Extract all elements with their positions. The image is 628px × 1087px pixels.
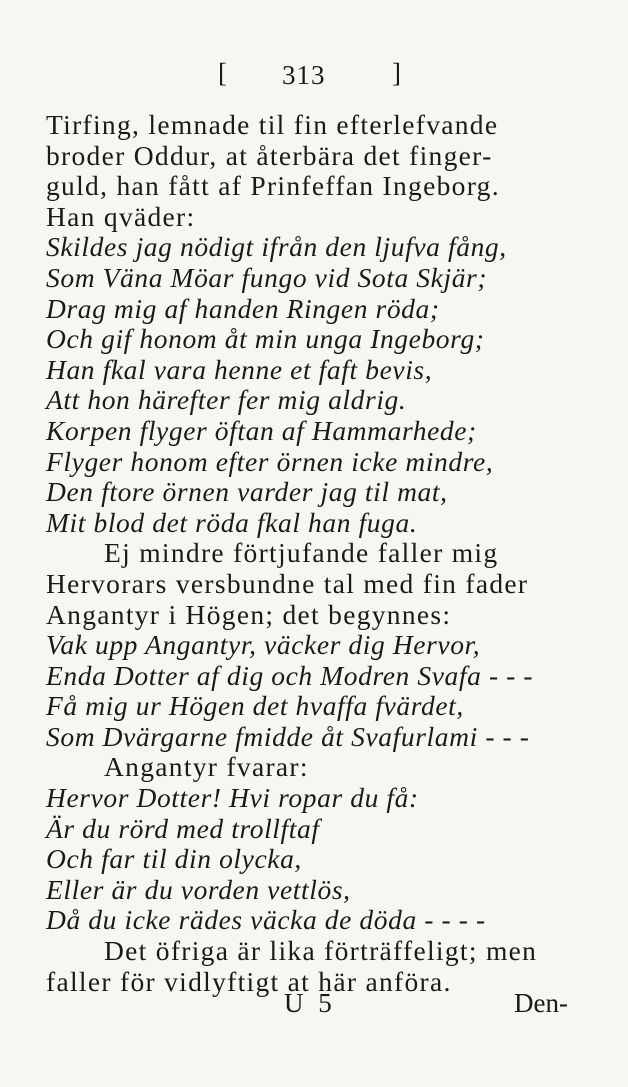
text-line: Tirfing, lemnade til fin efterlefvande	[46, 109, 499, 140]
text-line: Det öfriga är lika förträffeligt; men	[104, 935, 538, 967]
text-line: Som Väna Möar fungo vid Sota Skjär;	[46, 261, 488, 293]
text-line: Korpen flyger öftan af Hammarhede;	[46, 414, 477, 446]
signature-mark: U 5	[284, 988, 336, 1018]
text-line: Få mig ur Högen det hvaffa fvärdet,	[46, 690, 464, 722]
page-header	[0, 58, 628, 94]
text-line: Eller är du vorden vettlös,	[46, 873, 351, 905]
body-text	[46, 110, 586, 997]
text-line: broder Oddur, at återbära det finger-	[46, 139, 493, 171]
bracket-left: [	[218, 58, 227, 88]
text-line: Drag mig af handen Ringen röda;	[46, 292, 440, 324]
text-line: Han fkal vara henne et faft bevis,	[46, 353, 433, 385]
text-line: Vak upp Angantyr, väcker dig Hervor,	[46, 629, 481, 661]
text-line: Enda Dotter af dig och Modren Svafa - - -	[46, 659, 534, 691]
text-line: Ej mindre förtjufande faller mig	[104, 537, 499, 569]
text-line: Då du icke rädes väcka de döda - - - -	[46, 904, 486, 936]
text-line: Flyger honom efter örnen icke mindre,	[46, 445, 494, 477]
text-line: Angantyr fvarar:	[104, 751, 309, 783]
page-number: 313	[282, 60, 326, 90]
text-line: Skildes jag nödigt ifrån den ljufva fång,	[46, 231, 507, 263]
page-footer	[0, 988, 628, 1024]
text-line: guld, han fått af Prinfeffan Ingeborg.	[46, 170, 500, 202]
bracket-right: ]	[392, 58, 401, 88]
text-line: Är du rörd med trollftaf	[46, 812, 320, 844]
text-line: Han qväder:	[46, 200, 196, 232]
text-line: faller för vidlyftigt at här anföra.	[46, 965, 452, 997]
text-line: Mit blod det röda fkal han fuga.	[46, 506, 418, 538]
text-line: Den ftore örnen varder jag til mat,	[46, 476, 448, 508]
catchword: Den-	[514, 988, 568, 1018]
text-line: Hervorars versbundne tal med fin fader	[46, 567, 529, 599]
text-line: Och far til din olycka,	[46, 843, 302, 875]
text-line: Som Dvärgarne fmidde åt Svafurlami - - -	[46, 720, 530, 752]
text-line: Angantyr i Högen; det begynnes:	[46, 598, 452, 630]
text-line: Hervor Dotter! Hvi ropar du få:	[46, 782, 419, 814]
text-line: Och gif honom åt min unga Ingeborg;	[46, 323, 485, 355]
text-line: Att hon härefter fer mig aldrig.	[46, 384, 407, 416]
